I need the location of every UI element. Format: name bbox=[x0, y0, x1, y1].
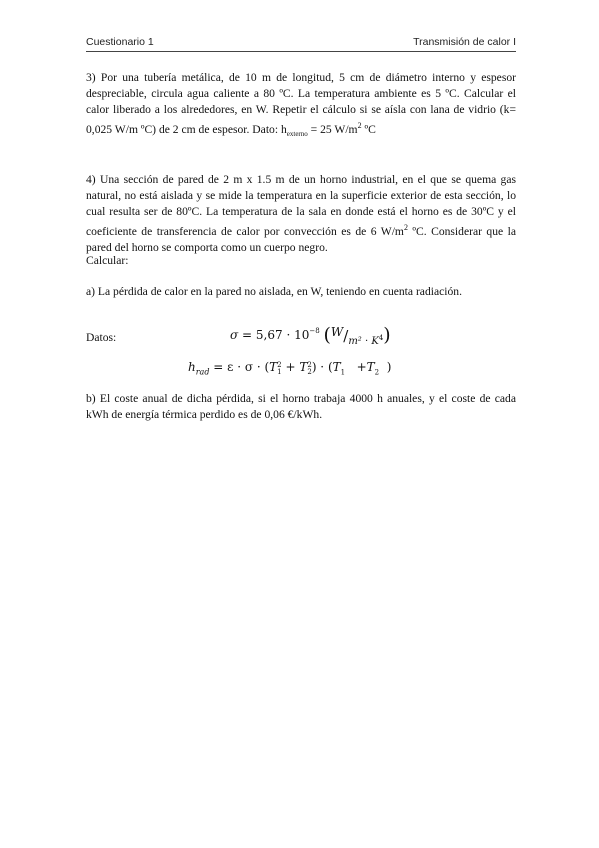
part-b: b) El coste anual de dicha pérdida, si el horno trabaja 4000 h anuales, y el coste de cada kWh de energía térmica perdido es de 0,06 €/kWh. bbox=[86, 392, 516, 421]
t2-subscript: 2 bbox=[307, 368, 312, 376]
h-rad-symbol: h bbox=[188, 360, 196, 374]
t2-symbol-b: T bbox=[366, 360, 375, 374]
t1-symbol: T bbox=[269, 360, 278, 374]
sigma-symbol: σ bbox=[230, 328, 239, 342]
t2-symbol: T bbox=[299, 360, 308, 374]
sigma-unit-bottom: m² · K bbox=[348, 336, 379, 347]
calcular-label: Calcular: bbox=[86, 254, 129, 267]
t2-subscript-b: 2 bbox=[374, 368, 380, 377]
datos-label: Datos: bbox=[86, 331, 117, 344]
sigma-unit-top: W bbox=[330, 325, 344, 339]
t2-square: 2 bbox=[307, 361, 312, 369]
h-rad-formula: $h_{rad} = \varepsilon \cdot \sigma \cdot (T$ 2 1 + T 2 2 ) · ($T_1 +T_2$ ) bbox=[188, 360, 392, 377]
question-4-text-end: ºC. Considerar que la pared del horno se comporta como un cuerpo negro. bbox=[86, 224, 516, 254]
question-3-text: 3) Por una tubería metálica, de 10 m de longitud, 5 cm de diámetro interno y espesor despreciable, circula agua caliente a 80 ºC. La temperatura ambiente es 5 ºC. Calcular el calor liberado a los alrededores, en W. Repetir el cálculo si se aísla con lana de vidrio (k= 0,025 W/m ºC) de 2 cm de espesor. Dato: bbox=[86, 71, 516, 136]
header-title-left: Cuestionario 1 bbox=[86, 36, 154, 48]
question-3 bbox=[86, 70, 516, 142]
t1-square: 2 bbox=[277, 361, 282, 369]
question-4 bbox=[86, 172, 516, 256]
header-title-right: Transmisión de calor I bbox=[413, 36, 516, 48]
h-rad-subscript: rad bbox=[195, 367, 210, 377]
header-divider bbox=[86, 51, 516, 52]
h-externo-value: = 25 W/m bbox=[307, 122, 358, 136]
h-externo-symbol: h bbox=[280, 122, 287, 136]
t1-subscript-b: 1 bbox=[340, 368, 346, 377]
part-a: a) La pérdida de calor en la pared no aislada, en W, teniendo en cuenta radiación. bbox=[86, 285, 462, 298]
h-externo-unit-end: ºC bbox=[361, 122, 376, 136]
question-4-exponent: 2 bbox=[403, 223, 408, 232]
page-header bbox=[86, 36, 516, 52]
t1-symbol-b: T bbox=[332, 360, 341, 374]
sigma-exponent: −8 bbox=[309, 327, 320, 335]
sigma-formula: $\sigma = 5,67 \cdot 10^{-8}$ $(W/_{m^2 \cdot K}4)$ bbox=[230, 324, 391, 347]
h-rad-rhs: ε · σ · ( bbox=[227, 360, 270, 374]
sigma-unit-bottom-exp: 4 bbox=[378, 334, 384, 342]
h-externo-subscript: externo bbox=[286, 130, 308, 139]
question-4-text: 4) Una sección de pared de 2 m x 1.5 m de un horno industrial, en el que se quema gas natural, no está aislada y se mide la temperatura en la superficie exterior de esta sección, lo cual resulta ser de 80ºC. La temperatura de la sala en donde está el horno es de 30ºC y el coeficiente de transferencia de calor por convección es de 6 W/m bbox=[86, 173, 516, 238]
h-externo-exponent: 2 bbox=[357, 121, 362, 130]
sigma-value: 5,67 · 10 bbox=[255, 328, 310, 342]
t1-subscript: 1 bbox=[277, 368, 282, 376]
